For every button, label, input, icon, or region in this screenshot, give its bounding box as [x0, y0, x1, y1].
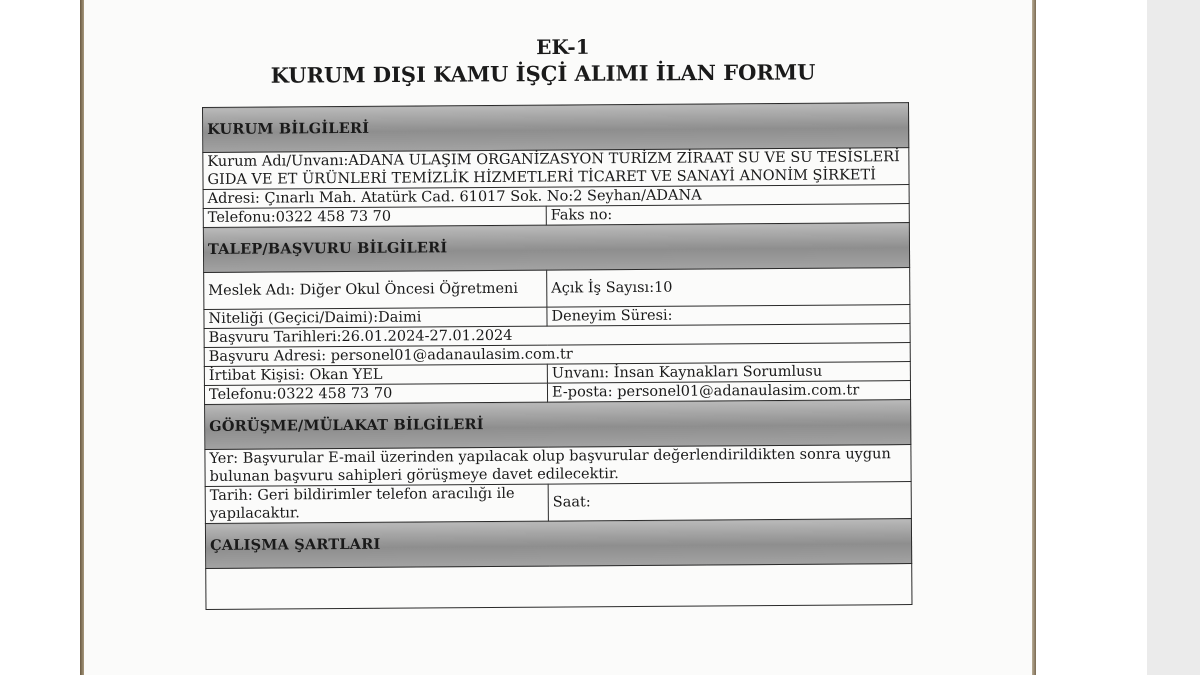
calisma-content [206, 564, 912, 610]
section-talep [203, 223, 909, 273]
kurum-faks: Faks no: [546, 204, 909, 226]
table-row [203, 148, 909, 190]
section-heading: TALEP/BAŞVURU BİLGİLERİ [203, 223, 909, 273]
table-row [205, 482, 911, 524]
gorusme-saat: Saat: [548, 482, 911, 522]
meslek-adi: Meslek Adı: Diğer Okul Öncesi Öğretmeni [204, 270, 547, 309]
table-row [206, 564, 912, 610]
scanned-page [84, 0, 1032, 675]
section-calisma [205, 519, 911, 569]
table-row [205, 445, 911, 487]
unvani: Unvanı: İnsan Kaynakları Sorumlusu [547, 362, 910, 384]
irtibat-telefon: Telefonu:0322 458 73 70 [204, 383, 547, 404]
basvuru-tarihleri: Başvuru Tarihleri:26.01.2024-27.01.2024 [204, 324, 910, 348]
scroll-gutter[interactable] [1147, 0, 1200, 675]
document-code: EK-1 [536, 34, 590, 60]
section-kurum [203, 103, 909, 153]
section-heading: GÖRÜŞME/MÜLAKAT BİLGİLERİ [205, 400, 911, 450]
irtibat-kisisi: İrtibat Kişisi: Okan YEL [204, 364, 547, 385]
document-header [84, 31, 1032, 91]
section-heading: KURUM BİLGİLERİ [203, 103, 909, 153]
section-heading: ÇALIŞMA ŞARTLARI [205, 519, 911, 569]
page-left-edge [80, 0, 84, 675]
gorusme-yer: Yer: Başvurular E-mail üzerinden yapılacak olup başvurular değerlendirildikten sonra uygun bulunan başvuru sahipleri görüşmeye davet edilecektir. [205, 445, 911, 487]
niteligi: Niteliği (Geçici/Daimi):Daimi [204, 307, 547, 328]
kurum-telefon: Telefonu:0322 458 73 70 [203, 206, 546, 227]
table-row [204, 268, 910, 310]
kurum-adi: Kurum Adı/Unvanı:ADANA ULAŞIM ORGANİZASYON TURİZM ZİRAAT SU VE SU TESİSLERİ GIDA VE ET ÜRÜNLERİ TEMİZLİK HİZMETLERİ TİCARET VE SANAYİ ANONİM ŞİRKETİ [203, 148, 909, 190]
deneyim-suresi: Deneyim Süresi: [547, 305, 910, 327]
basvuru-adresi: Başvuru Adresi: personel01@adanaulasim.com.tr [204, 343, 910, 367]
document-title: KURUM DIŞI KAMU İŞÇİ ALIMI İLAN FORMU [270, 59, 816, 88]
announcement-form [202, 102, 912, 610]
irtibat-eposta: E-posta: personel01@adanaulasim.com.tr [547, 381, 910, 403]
acik-is-sayisi: Açık İş Sayısı:10 [547, 268, 910, 308]
gorusme-tarih: Tarih: Geri bildirimler telefon aracılığı ile yapılacaktır. [205, 484, 548, 523]
page-right-edge [1032, 0, 1036, 675]
form-table [202, 102, 912, 610]
section-gorusme [205, 400, 911, 450]
kurum-adres: Adresi: Çınarlı Mah. Atatürk Cad. 61017 Sok. No:2 Seyhan/ADANA [203, 185, 909, 209]
